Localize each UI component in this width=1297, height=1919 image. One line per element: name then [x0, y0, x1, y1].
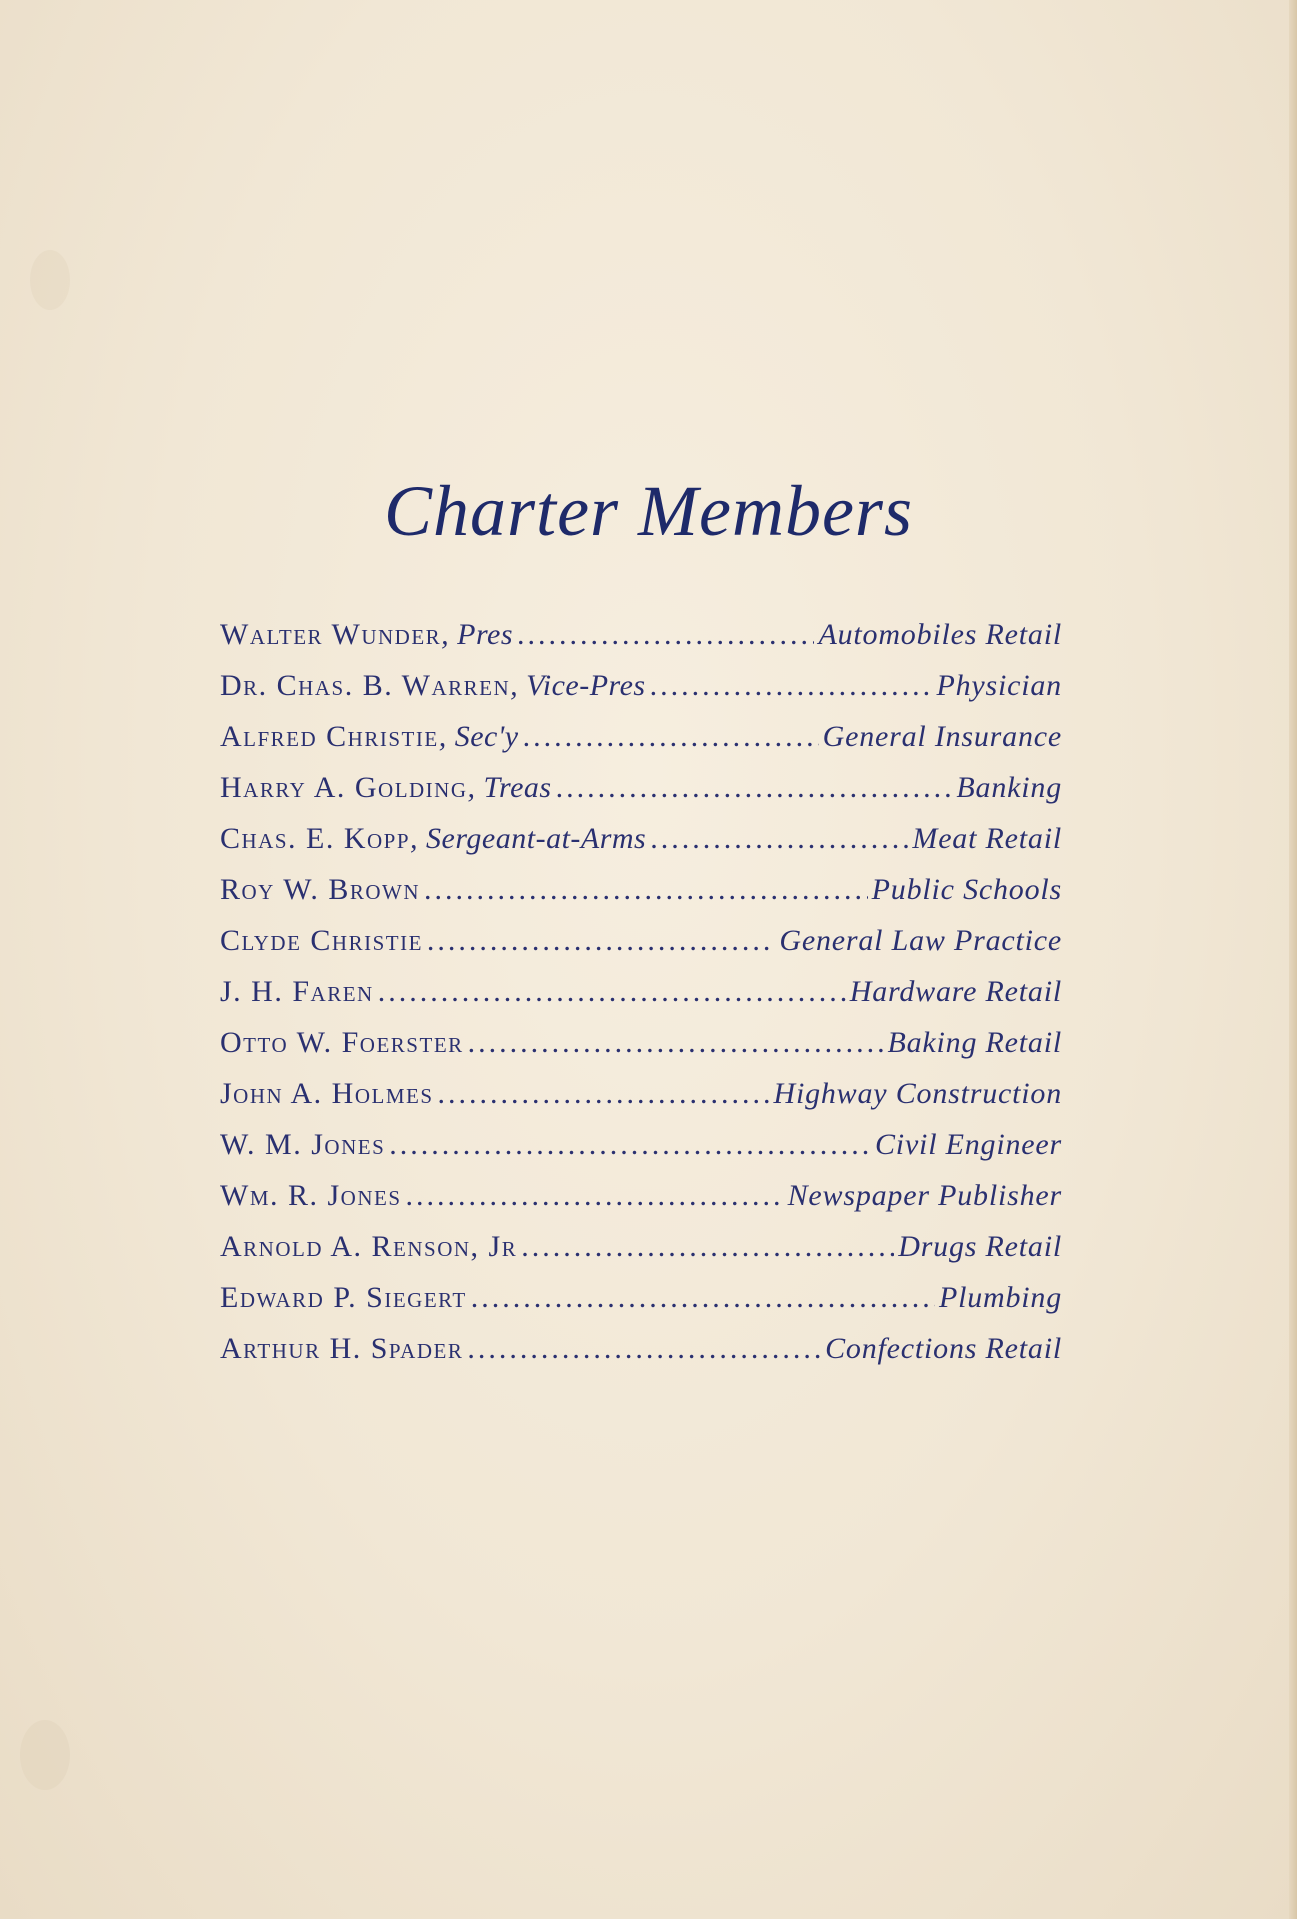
member-occupation: Physician	[936, 669, 1062, 702]
list-item	[220, 873, 1062, 924]
member-occupation: General Law Practice	[779, 924, 1062, 957]
dot-leader	[650, 822, 908, 856]
dot-leader	[471, 1281, 935, 1315]
member-occupation: Automobiles Retail	[818, 618, 1062, 651]
dot-leader	[427, 924, 775, 958]
member-name: Dr. Chas. B. Warren	[220, 669, 511, 702]
member-name: J. H. Faren	[220, 975, 374, 1008]
member-office: , Pres	[441, 618, 514, 651]
dot-leader	[650, 669, 933, 703]
member-occupation: Banking	[956, 771, 1062, 804]
member-name: Walter Wunder	[220, 618, 442, 651]
member-name: Otto W. Foerster	[220, 1026, 464, 1059]
member-office: , Vice-Pres	[510, 669, 646, 702]
member-office: , Treas	[467, 771, 552, 804]
list-item	[220, 1332, 1062, 1383]
list-item	[220, 1128, 1062, 1179]
member-name: Wm. R. Jones	[220, 1179, 402, 1212]
member-name: Harry A. Golding	[220, 771, 468, 804]
list-item	[220, 669, 1062, 720]
member-occupation: General Insurance	[822, 720, 1062, 753]
member-occupation: Confections Retail	[825, 1332, 1062, 1365]
dot-leader	[467, 1332, 821, 1366]
member-occupation: Drugs Retail	[898, 1230, 1062, 1263]
list-item	[220, 1179, 1062, 1230]
list-item	[220, 924, 1062, 975]
member-occupation: Civil Engineer	[875, 1128, 1062, 1161]
member-occupation: Baking Retail	[887, 1026, 1062, 1059]
dot-leader	[438, 1077, 770, 1111]
list-item	[220, 720, 1062, 771]
list-item	[220, 1230, 1062, 1281]
member-occupation: Public Schools	[871, 873, 1062, 906]
list-item	[220, 975, 1062, 1026]
member-occupation: Plumbing	[938, 1281, 1062, 1314]
member-name: Alfred Christie	[220, 720, 439, 753]
dot-leader	[378, 975, 846, 1009]
paper-stain	[30, 250, 70, 310]
list-item	[220, 822, 1062, 873]
member-name: Arnold A. Renson, Jr	[220, 1230, 518, 1263]
dot-leader	[523, 720, 819, 754]
member-name: W. M. Jones	[220, 1128, 386, 1161]
dot-leader	[389, 1128, 871, 1162]
dot-leader	[406, 1179, 784, 1213]
dot-leader	[517, 618, 814, 652]
member-occupation: Highway Construction	[773, 1077, 1062, 1110]
list-item	[220, 771, 1062, 822]
dot-leader	[556, 771, 953, 805]
list-item	[220, 1077, 1062, 1128]
page-title: Charter Members	[384, 471, 913, 551]
member-name: Edward P. Siegert	[220, 1281, 467, 1314]
dot-leader	[424, 873, 868, 907]
member-office: , Sec'y	[438, 720, 519, 753]
paper-stain	[20, 1720, 70, 1790]
member-name: Chas. E. Kopp	[220, 822, 411, 855]
member-list	[220, 618, 1062, 1383]
member-name: Arthur H. Spader	[220, 1332, 464, 1365]
dot-leader	[521, 1230, 894, 1264]
member-occupation: Hardware Retail	[849, 975, 1062, 1008]
list-item	[220, 1281, 1062, 1332]
member-occupation: Meat Retail	[912, 822, 1062, 855]
member-occupation: Newspaper Publisher	[787, 1179, 1062, 1212]
member-office: , Sergeant-at-Arms	[410, 822, 647, 855]
list-item	[220, 1026, 1062, 1077]
member-name: Roy W. Brown	[220, 873, 421, 906]
member-name: John A. Holmes	[220, 1077, 434, 1110]
member-name: Clyde Christie	[220, 924, 423, 957]
list-item	[220, 618, 1062, 669]
dot-leader	[468, 1026, 884, 1060]
page-edge	[1289, 0, 1297, 1919]
